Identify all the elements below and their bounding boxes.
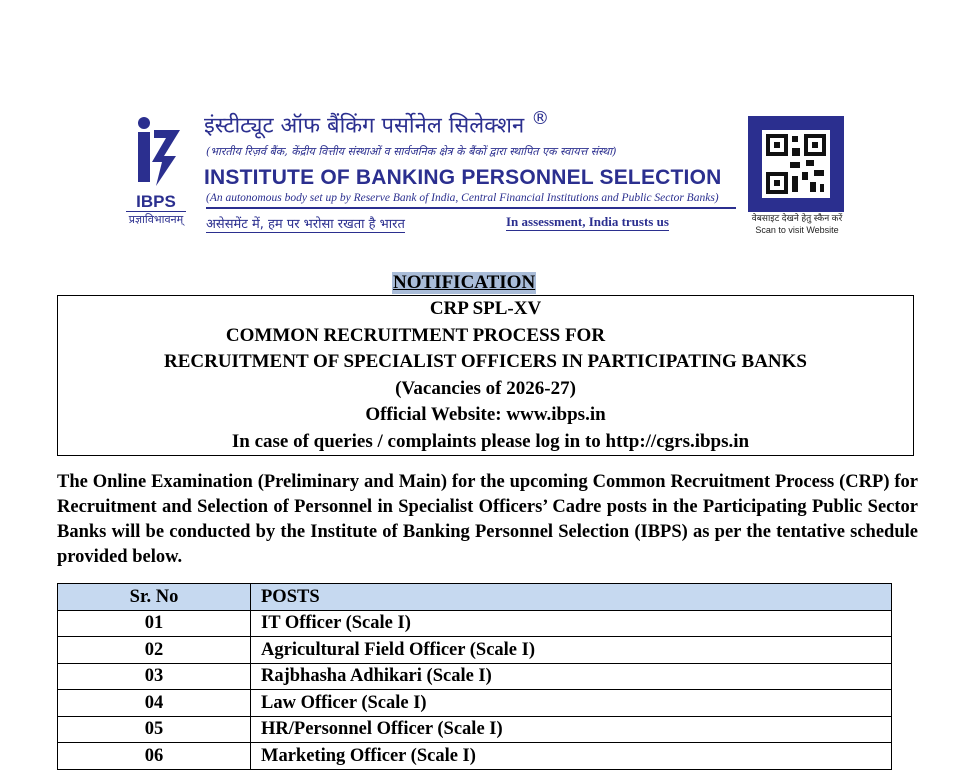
sr-no-cell: 03 bbox=[58, 663, 251, 690]
hindi-subtitle: (भारतीय रिज़र्व बैंक, केंद्रीय वित्तीय संस्थाओं व सार्वजनिक क्षेत्र के बैंकों द्वारा स्थापित एक स्वायत्त संस्था) bbox=[206, 145, 617, 158]
table-row bbox=[58, 716, 892, 743]
qr-code bbox=[748, 116, 844, 212]
official-website: Official Website: www.ibps.in bbox=[365, 404, 606, 425]
tagline-hindi: असेसमेंट में, हम पर भरोसा रखता है भारत bbox=[206, 214, 405, 233]
table-header-row bbox=[58, 584, 892, 611]
sr-no-cell: 06 bbox=[58, 743, 251, 770]
vacancies-year: (Vacancies of 2026-27) bbox=[395, 377, 576, 399]
logo-text: IBPS bbox=[136, 192, 176, 211]
website-link[interactable]: www.ibps.in bbox=[506, 404, 606, 425]
post-cell: Agricultural Field Officer (Scale I) bbox=[251, 637, 892, 664]
table-row bbox=[58, 610, 892, 637]
post-cell: Marketing Officer (Scale I) bbox=[251, 743, 892, 770]
intro-paragraph: The Online Examination (Preliminary and Main) for the upcoming Common Recruitment Process (CRP) for Recruitment and Selection of Personnel in Specialist Officers’ Cadre posts in the Participating Public Sector Banks will be conducted by the Institute of Banking Personnel Selection (IBPS) as per the tentative schedule provided below. bbox=[57, 472, 918, 567]
sr-no-cell: 04 bbox=[58, 690, 251, 717]
ibps-letterhead bbox=[122, 104, 852, 239]
table-row bbox=[58, 663, 892, 690]
sr-no-cell: 05 bbox=[58, 716, 251, 743]
post-cell: Law Officer (Scale I) bbox=[251, 690, 892, 717]
table-row bbox=[58, 690, 892, 717]
qr-code-icon bbox=[762, 130, 830, 198]
crp-subtitle: RECRUITMENT OF SPECIALIST OFFICERS IN PARTICIPATING BANKS bbox=[164, 351, 807, 372]
notification-box bbox=[57, 295, 914, 456]
post-cell: Rajbhasha Adhikari (Scale I) bbox=[251, 663, 892, 690]
notification-heading: NOTIFICATION bbox=[393, 272, 536, 293]
ibps-emblem-icon bbox=[130, 116, 182, 188]
posts-table bbox=[57, 583, 892, 770]
queries-line: In case of queries / complaints please log in to http://cgrs.ibps.in bbox=[231, 430, 750, 452]
tagline-english: In assessment, India trusts us bbox=[506, 214, 669, 229]
crp-code: CRP SPL-XV bbox=[429, 298, 542, 319]
post-cell: HR/Personnel Officer (Scale I) bbox=[251, 716, 892, 743]
table-row bbox=[58, 637, 892, 664]
crp-title: COMMON RECRUITMENT PROCESS FOR bbox=[225, 324, 606, 346]
qr-caption: वेबसाइट देखने हेतु स्कैन करें Scan to visit Website bbox=[751, 213, 843, 235]
header-sr-no: Sr. No bbox=[58, 584, 251, 611]
table-row bbox=[58, 743, 892, 770]
english-subtitle: (An autonomous body set up by Reserve Bank of India, Central Financial Institutions and Public Sector Banks) bbox=[206, 192, 736, 209]
sr-no-cell: 02 bbox=[58, 637, 251, 664]
logo-motto: प्रज्ञाविभावनम् bbox=[126, 211, 186, 227]
cgrs-link[interactable]: http://cgrs.ibps.in bbox=[605, 430, 750, 452]
hindi-title: इंस्टीट्यूट ऑफ बैंकिंग पर्सोनेल सिलेक्शन ® bbox=[204, 108, 550, 139]
ibps-logo bbox=[126, 116, 186, 227]
english-title: INSTITUTE OF BANKING PERSONNEL SELECTION bbox=[204, 166, 722, 189]
header-posts: POSTS bbox=[251, 584, 892, 611]
sr-no-cell: 01 bbox=[58, 610, 251, 637]
post-cell: IT Officer (Scale I) bbox=[251, 610, 892, 637]
